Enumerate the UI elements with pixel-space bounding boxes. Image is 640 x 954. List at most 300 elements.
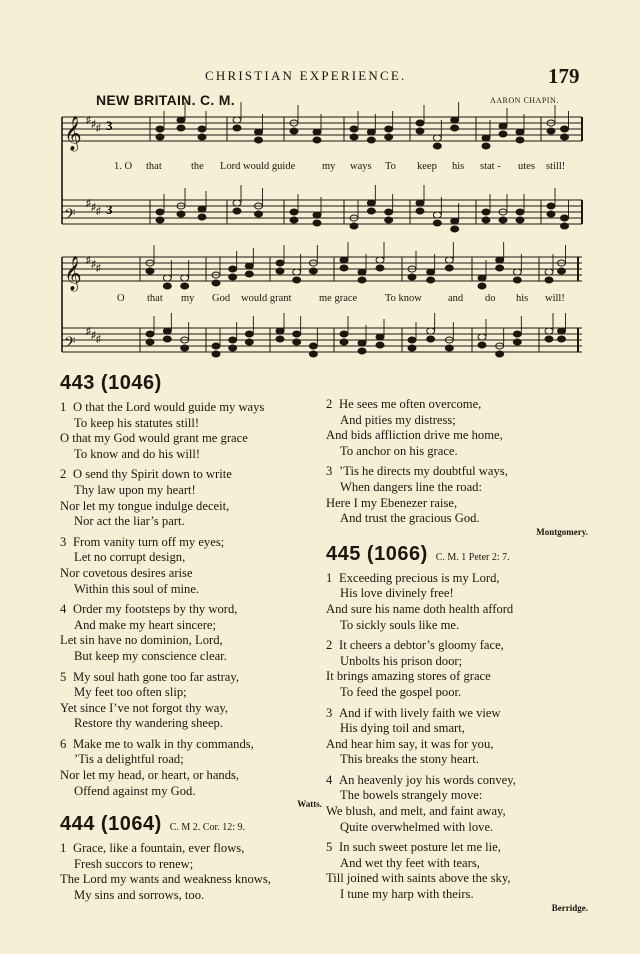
note-head bbox=[309, 343, 317, 349]
verse-line bbox=[326, 511, 588, 527]
verse-line bbox=[60, 752, 322, 768]
verse-line bbox=[326, 413, 588, 429]
hymn-meter: C. M 2. Cor. 12: 9. bbox=[169, 822, 246, 834]
note-head bbox=[433, 135, 441, 141]
note-head bbox=[513, 277, 521, 283]
note-head bbox=[478, 334, 486, 340]
verse-text: His dying toil and smart, bbox=[340, 721, 465, 736]
stanza-number: 5 bbox=[60, 669, 67, 684]
note-head bbox=[198, 134, 206, 140]
hymn-author: Berridge. bbox=[551, 902, 588, 913]
verse-line bbox=[60, 431, 322, 447]
note-head bbox=[445, 345, 453, 351]
stanza bbox=[60, 841, 322, 903]
note-head bbox=[233, 125, 241, 131]
treble-clef-icon: 𝄞 bbox=[64, 116, 82, 151]
note-head bbox=[496, 265, 504, 271]
note-head bbox=[276, 268, 284, 274]
verse-text: The Lord my wants and weakness knows, bbox=[60, 872, 271, 887]
verse-text: And sure his name doth health afford bbox=[326, 601, 514, 616]
note-head bbox=[433, 212, 441, 218]
note-head bbox=[163, 328, 171, 334]
music-score bbox=[0, 0, 640, 372]
verse-text: O that my God would grant me grace bbox=[60, 431, 248, 446]
note-head bbox=[416, 128, 424, 134]
note-head bbox=[245, 263, 253, 269]
stanza bbox=[326, 638, 588, 700]
note-head bbox=[367, 137, 375, 143]
lyric-syllable: do bbox=[485, 293, 496, 304]
note-head bbox=[156, 134, 164, 140]
verse-line bbox=[60, 701, 322, 717]
note-head bbox=[496, 351, 504, 357]
verse-line bbox=[60, 784, 322, 800]
verse-line bbox=[326, 752, 588, 768]
note-head bbox=[558, 336, 566, 342]
verse-line bbox=[60, 649, 322, 665]
note-head bbox=[545, 336, 553, 342]
note-head bbox=[408, 345, 416, 351]
note-head bbox=[198, 214, 206, 220]
note-head bbox=[156, 209, 164, 215]
verse-text: Quite overwhelmed with love. bbox=[340, 819, 494, 834]
note-head bbox=[350, 223, 358, 229]
note-head bbox=[245, 271, 253, 277]
note-head bbox=[181, 275, 189, 281]
lyric-syllable: me grace bbox=[319, 293, 358, 304]
verse-text: My soul hath gone too far astray, bbox=[73, 669, 240, 684]
stanza-number: 2 bbox=[326, 397, 333, 411]
note-head bbox=[482, 143, 490, 149]
stanza-number: 1 bbox=[60, 400, 67, 414]
verse-text: From vanity turn off my eyes; bbox=[73, 534, 225, 549]
verse-text: To keep his statutes still! bbox=[74, 415, 200, 430]
verse-text: O send thy Spirit down to write bbox=[73, 467, 232, 482]
note-head bbox=[545, 328, 553, 334]
verse-line bbox=[60, 872, 322, 888]
note-head bbox=[340, 331, 348, 337]
verse-line bbox=[326, 586, 588, 602]
lyric-syllable: To know bbox=[385, 293, 422, 304]
note-head bbox=[163, 336, 171, 342]
note-head bbox=[233, 200, 241, 206]
note-head bbox=[198, 206, 206, 212]
note-head bbox=[385, 209, 393, 215]
verse-text: To know and do his will! bbox=[74, 446, 201, 461]
verse-text: ’Tis a delightful road; bbox=[74, 752, 184, 767]
verse-text: It cheers a debtor’s gloomy face, bbox=[339, 638, 504, 653]
verse-line bbox=[60, 483, 322, 499]
sharp-icon: ♯ bbox=[86, 326, 91, 337]
note-head bbox=[146, 339, 154, 345]
verse-line bbox=[60, 400, 322, 416]
note-head bbox=[177, 125, 185, 131]
note-head bbox=[229, 266, 237, 272]
note-head bbox=[229, 274, 237, 280]
note-head bbox=[358, 277, 366, 283]
note-head bbox=[290, 209, 298, 215]
note-head bbox=[358, 340, 366, 346]
verse-line bbox=[60, 888, 322, 904]
verse-line bbox=[60, 499, 322, 515]
sharp-icon: ♯ bbox=[96, 334, 101, 345]
note-head bbox=[385, 217, 393, 223]
verse-text: When dangers line the road: bbox=[340, 479, 482, 494]
verse-line bbox=[326, 480, 588, 496]
verse-line bbox=[60, 857, 322, 873]
lyric-syllable: would grant bbox=[241, 293, 292, 304]
time-signature-bass: 3 bbox=[106, 202, 113, 217]
left-column bbox=[60, 372, 322, 904]
tune-composer: AARON CHAPIN. bbox=[490, 96, 559, 105]
note-head bbox=[177, 117, 185, 123]
lyric-syllable: To bbox=[385, 161, 396, 172]
stanza bbox=[326, 840, 588, 902]
verse-text: This breaks the stony heart. bbox=[340, 752, 479, 767]
verse-text: The bowels strangely move: bbox=[340, 788, 483, 803]
note-head bbox=[146, 268, 154, 274]
note-head bbox=[451, 125, 459, 131]
stanza-number: 2 bbox=[60, 467, 67, 482]
page-number: 179 bbox=[548, 64, 580, 88]
note-head bbox=[513, 331, 521, 337]
lyric-syllable: his bbox=[516, 293, 529, 304]
note-head bbox=[276, 328, 284, 334]
note-head bbox=[478, 342, 486, 348]
note-head bbox=[293, 277, 301, 283]
verse-text: Within this soul of mine. bbox=[74, 581, 200, 596]
stanza-number: 1 bbox=[326, 570, 333, 585]
stanza-number: 3 bbox=[60, 534, 67, 549]
verse-line bbox=[326, 840, 588, 856]
note-head bbox=[340, 257, 348, 263]
verse-text: My feet too often slip; bbox=[74, 685, 187, 700]
note-head bbox=[313, 220, 321, 226]
verse-text: To sickly souls like me. bbox=[340, 617, 460, 632]
verse-text: And wet thy feet with tears, bbox=[340, 855, 480, 870]
hymn-number: 445 (1066) bbox=[326, 542, 428, 565]
verse-line bbox=[326, 464, 588, 480]
note-head bbox=[482, 217, 490, 223]
lyric-syllable: ways bbox=[350, 161, 372, 172]
verse-line bbox=[326, 773, 588, 789]
note-head bbox=[367, 208, 375, 214]
verse-text: Fresh succors to renew; bbox=[74, 856, 194, 871]
note-head bbox=[451, 218, 459, 224]
stanza bbox=[326, 464, 588, 526]
note-head bbox=[445, 265, 453, 271]
verse-text: But keep my conscience clear. bbox=[74, 648, 227, 663]
note-head bbox=[478, 283, 486, 289]
note-head bbox=[558, 268, 566, 274]
verse-text: Let sin have no dominion, Lord, bbox=[60, 633, 223, 648]
sharp-icon: ♯ bbox=[91, 119, 96, 130]
note-head bbox=[482, 209, 490, 215]
stanza bbox=[326, 773, 588, 835]
treble-clef-icon: 𝄞 bbox=[64, 256, 82, 291]
note-head bbox=[416, 208, 424, 214]
note-head bbox=[516, 137, 524, 143]
right-column bbox=[326, 392, 588, 913]
verse-line bbox=[60, 416, 322, 432]
note-head bbox=[290, 217, 298, 223]
note-head bbox=[376, 265, 384, 271]
verse-line bbox=[326, 602, 588, 618]
verse-line bbox=[60, 670, 322, 686]
verse-line bbox=[326, 444, 588, 460]
hymn-heading bbox=[60, 813, 322, 836]
note-head bbox=[350, 126, 358, 132]
note-head bbox=[408, 337, 416, 343]
note-head bbox=[545, 277, 553, 283]
verse-line bbox=[326, 397, 588, 413]
tune-name: NEW BRITAIN. C. M. bbox=[96, 92, 235, 108]
verse-text: ’Tis he directs my doubtful ways, bbox=[339, 464, 508, 479]
verse-line bbox=[326, 721, 588, 737]
verse-text: Yet since I’ve not forgot thy way, bbox=[60, 700, 229, 715]
hymn-number: 443 (1046) bbox=[60, 372, 162, 394]
note-head bbox=[385, 134, 393, 140]
verse-text: Nor act the liar’s part. bbox=[74, 514, 185, 529]
verse-line bbox=[60, 841, 322, 857]
note-head bbox=[293, 331, 301, 337]
stanza-number: 1 bbox=[60, 841, 67, 856]
verse-text: Nor let my head, or heart, or hands, bbox=[60, 768, 240, 783]
verse-text: To feed the gospel poor. bbox=[340, 684, 462, 699]
note-head bbox=[233, 208, 241, 214]
verse-text: It brings amazing stores of grace bbox=[326, 669, 491, 684]
verse-line bbox=[326, 618, 588, 634]
verse-line bbox=[60, 768, 322, 784]
note-head bbox=[309, 268, 317, 274]
verse-line bbox=[60, 618, 322, 634]
verse-text: To anchor on his grace. bbox=[340, 443, 458, 458]
sharp-icon: ♯ bbox=[96, 123, 101, 134]
note-head bbox=[499, 217, 507, 223]
verse-line bbox=[326, 871, 588, 887]
lyric-syllable: that bbox=[146, 161, 162, 172]
note-head bbox=[561, 223, 569, 229]
stanza-number: 4 bbox=[326, 772, 333, 787]
note-head bbox=[451, 117, 459, 123]
note-head bbox=[561, 134, 569, 140]
lyric-syllable: stat - bbox=[480, 161, 501, 172]
hymn-author: Montgomery. bbox=[536, 526, 588, 537]
hymn-author: Watts. bbox=[297, 799, 322, 810]
note-head bbox=[547, 128, 555, 134]
verse-text: An heavenly joy his words convey, bbox=[339, 772, 516, 787]
note-head bbox=[276, 260, 284, 266]
note-head bbox=[313, 137, 321, 143]
verse-line bbox=[60, 582, 322, 598]
note-head bbox=[255, 211, 263, 217]
note-head bbox=[367, 200, 375, 206]
lyric-syllable: my bbox=[181, 293, 195, 304]
sharp-icon: ♯ bbox=[86, 255, 91, 266]
note-head bbox=[499, 123, 507, 129]
note-head bbox=[146, 331, 154, 337]
lyric-syllable: that bbox=[147, 293, 163, 304]
sharp-icon: ♯ bbox=[86, 198, 91, 209]
verse-text: And trust the gracious God. bbox=[340, 511, 480, 526]
verse-line bbox=[326, 887, 588, 903]
note-head bbox=[229, 345, 237, 351]
verse-line bbox=[326, 737, 588, 753]
lyric-syllable: Lord would guide bbox=[220, 161, 296, 172]
verse-text: And if with lively faith we view bbox=[339, 705, 501, 720]
verse-line bbox=[60, 716, 322, 732]
note-head bbox=[558, 328, 566, 334]
lyric-syllable: and bbox=[448, 293, 464, 304]
time-signature: 3 bbox=[106, 118, 113, 133]
note-head bbox=[427, 336, 435, 342]
note-head bbox=[156, 126, 164, 132]
sharp-icon: ♯ bbox=[96, 263, 101, 274]
note-head bbox=[177, 211, 185, 217]
note-head bbox=[309, 351, 317, 357]
note-head bbox=[358, 269, 366, 275]
verse-line bbox=[60, 467, 322, 483]
lyric-syllable: my bbox=[322, 161, 336, 172]
verse-line bbox=[326, 685, 588, 701]
stanza bbox=[60, 737, 322, 799]
note-head bbox=[255, 129, 263, 135]
verse-text: And pities my distress; bbox=[340, 412, 456, 427]
verse-text: O that the Lord would guide my ways bbox=[73, 400, 265, 414]
note-head bbox=[496, 257, 504, 263]
note-head bbox=[163, 275, 171, 281]
note-head bbox=[350, 134, 358, 140]
verse-line bbox=[326, 788, 588, 804]
verse-text: And hear him say, it was for you, bbox=[326, 736, 494, 751]
verse-line bbox=[60, 535, 322, 551]
verse-line bbox=[60, 550, 322, 566]
hymn-number: 444 (1064) bbox=[60, 813, 162, 836]
verse-text: Unbolts his prison door; bbox=[340, 653, 463, 668]
lyric-syllable: O bbox=[117, 293, 125, 304]
note-head bbox=[293, 269, 301, 275]
note-head bbox=[376, 257, 384, 263]
bass-clef-icon: 𝄢 bbox=[64, 334, 76, 355]
stanza bbox=[326, 706, 588, 768]
note-head bbox=[212, 280, 220, 286]
verse-line bbox=[326, 820, 588, 836]
stanza-number: 5 bbox=[326, 840, 333, 855]
note-head bbox=[340, 339, 348, 345]
note-head bbox=[516, 217, 524, 223]
verse-line bbox=[60, 737, 322, 753]
note-head bbox=[198, 126, 206, 132]
lyric-syllable: keep bbox=[417, 161, 437, 172]
sharp-icon: ♯ bbox=[91, 330, 96, 341]
lyric-syllable: God bbox=[212, 293, 231, 304]
lyric-syllable: will! bbox=[545, 293, 565, 304]
note-head bbox=[367, 129, 375, 135]
verse-line bbox=[60, 633, 322, 649]
verse-line bbox=[326, 856, 588, 872]
verse-text: His love divinely free! bbox=[340, 586, 454, 601]
note-head bbox=[385, 126, 393, 132]
bass-clef-icon: 𝄢 bbox=[64, 206, 76, 227]
sharp-icon: ♯ bbox=[96, 206, 101, 217]
note-head bbox=[376, 334, 384, 340]
note-head bbox=[408, 274, 416, 280]
verse-text: Offend against my God. bbox=[74, 783, 196, 798]
note-head bbox=[181, 345, 189, 351]
note-head bbox=[229, 337, 237, 343]
note-head bbox=[482, 135, 490, 141]
note-head bbox=[513, 339, 521, 345]
hymn-heading bbox=[326, 543, 588, 566]
verse-line bbox=[326, 638, 588, 654]
note-head bbox=[547, 211, 555, 217]
verse-text: Till joined with saints above the sky, bbox=[326, 871, 511, 886]
stanza-number: 2 bbox=[326, 638, 333, 653]
note-head bbox=[478, 275, 486, 281]
stanza-number: 6 bbox=[60, 736, 67, 751]
note-head bbox=[212, 343, 220, 349]
sharp-icon: ♯ bbox=[91, 259, 96, 270]
note-head bbox=[255, 137, 263, 143]
note-head bbox=[499, 131, 507, 137]
note-head bbox=[376, 342, 384, 348]
stanza bbox=[60, 467, 322, 529]
note-head bbox=[313, 129, 321, 135]
sharp-icon: ♯ bbox=[91, 202, 96, 213]
note-head bbox=[561, 126, 569, 132]
verse-text: Grace, like a fountain, ever flows, bbox=[73, 841, 245, 856]
lyric-syllable: utes bbox=[518, 161, 535, 172]
note-head bbox=[427, 277, 435, 283]
note-head bbox=[156, 217, 164, 223]
verse-text: Make me to walk in thy commands, bbox=[73, 736, 254, 751]
stanza bbox=[60, 602, 322, 664]
note-head bbox=[547, 203, 555, 209]
verse-line bbox=[60, 685, 322, 701]
note-head bbox=[427, 328, 435, 334]
verse-text: In such sweet posture let me lie, bbox=[339, 840, 501, 855]
verse-line bbox=[326, 428, 588, 444]
note-head bbox=[416, 200, 424, 206]
note-head bbox=[245, 339, 253, 345]
verse-text: Order my footsteps by thy word, bbox=[73, 602, 238, 617]
verse-text: And make my heart sincere; bbox=[74, 617, 216, 632]
verse-text: Restore thy wandering sheep. bbox=[74, 716, 223, 731]
verse-text: Nor covetous desires arise bbox=[60, 565, 193, 580]
stanza bbox=[60, 400, 322, 462]
note-head bbox=[293, 339, 301, 345]
note-head bbox=[233, 117, 241, 123]
stanza-number: 4 bbox=[60, 602, 67, 617]
verse-text: Nor let my tongue indulge deceit, bbox=[60, 498, 230, 513]
verse-line bbox=[60, 514, 322, 530]
verse-text: Thy law upon my heart! bbox=[74, 482, 196, 497]
note-head bbox=[163, 283, 171, 289]
stanza-number: 3 bbox=[326, 464, 333, 479]
note-head bbox=[445, 257, 453, 263]
note-head bbox=[181, 283, 189, 289]
verse-line bbox=[326, 804, 588, 820]
note-head bbox=[451, 226, 459, 232]
note-head bbox=[416, 120, 424, 126]
note-head bbox=[290, 128, 298, 134]
verse-text: My sins and sorrows, too. bbox=[74, 888, 205, 903]
verse-line bbox=[60, 602, 322, 618]
verse-line bbox=[326, 669, 588, 685]
note-head bbox=[433, 143, 441, 149]
verse-text: Exceeding precious is my Lord, bbox=[339, 570, 500, 585]
verse-line bbox=[60, 566, 322, 582]
